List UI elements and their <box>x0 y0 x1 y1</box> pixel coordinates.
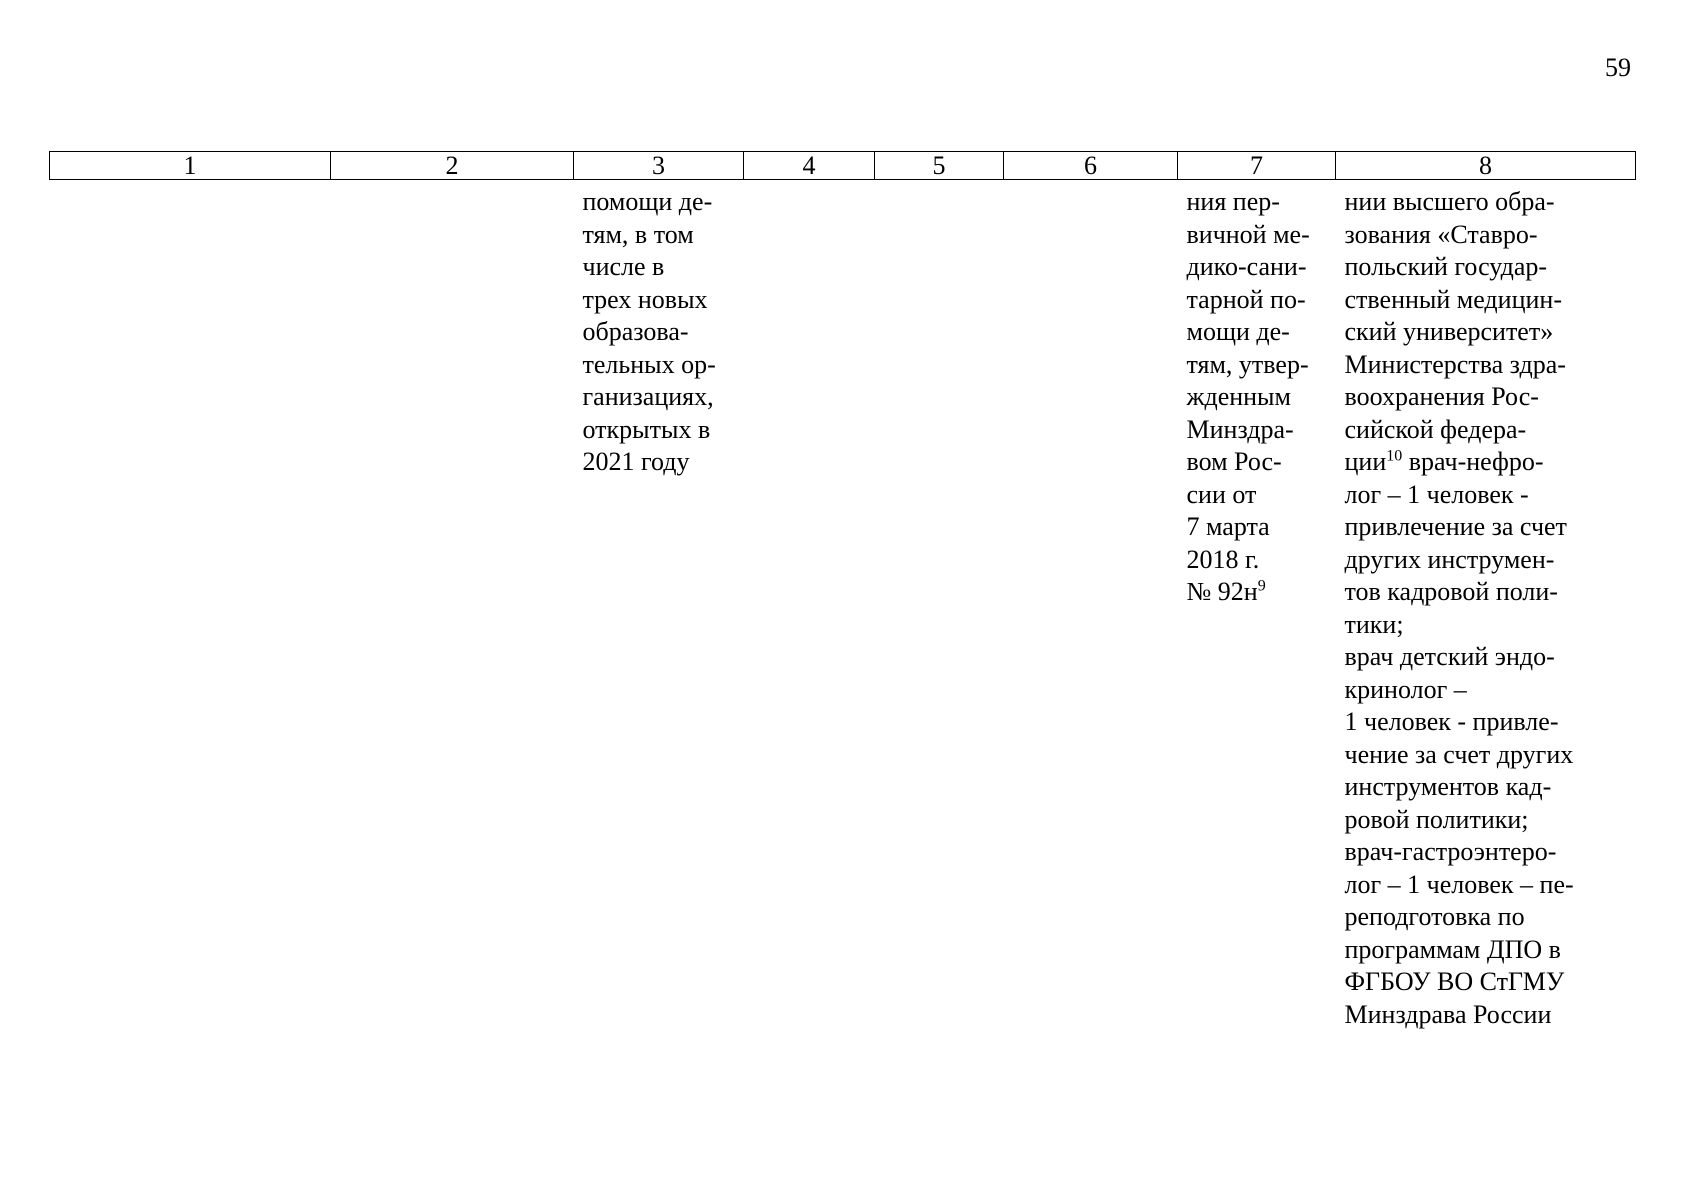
data-table <box>49 151 1636 1031</box>
column-header-5: 5 <box>875 152 1004 180</box>
column-header-7: 7 <box>1178 152 1336 180</box>
cell-col-1 <box>50 180 331 1032</box>
column-header-1: 1 <box>50 152 331 180</box>
footnote-marker-10: 10 <box>1386 447 1403 465</box>
cell-col-7-text: ния пер- вичной ме- дико-сани- тарной по- мощи де- тям, утвер- жденным Минздра- вом Рос- сии от 7 марта 2018 г. № 92н <box>1186 187 1310 606</box>
column-header-8: 8 <box>1336 152 1636 180</box>
footnote-marker-9: 9 <box>1257 577 1266 595</box>
column-header-3: 3 <box>574 152 744 180</box>
cell-col-3-text: помощи де- тям, в том числе в трех новых образова- тельных ор- ганизациях, открытых в 2021 году <box>582 187 716 476</box>
column-header-2: 2 <box>331 152 574 180</box>
table-row <box>50 180 1636 1032</box>
cell-col-8-text-after: врач-нефро- лог – 1 человек - привлечение за счет других инструмен- тов кадровой поли- тики; врач детский эндо- кринолог – 1 человек - привле- чение за счет других инструментов кад- ровой политики; врач-гастроэнтеро- лог – 1 человек – пе- реподготовка по программам ДПО в ФГБОУ ВО СтГМУ Минздрава России <box>1344 447 1574 1029</box>
cell-col-8 <box>1336 180 1636 1032</box>
cell-col-8-text-before: нии высшего обра- зования «Ставро- польский государ- ственный медицин- ский университет» Министерства здра- воохранения Рос- сийской федера- ции <box>1344 187 1566 476</box>
cell-col-6 <box>1004 180 1178 1032</box>
header-row <box>50 152 1636 180</box>
cell-col-7 <box>1178 180 1336 1032</box>
cell-col-2 <box>331 180 574 1032</box>
cell-col-4 <box>744 180 875 1032</box>
cell-col-5 <box>875 180 1004 1032</box>
column-header-4: 4 <box>744 152 875 180</box>
page-number: 59 <box>1605 53 1631 82</box>
cell-col-3 <box>574 180 744 1032</box>
column-header-6: 6 <box>1004 152 1178 180</box>
